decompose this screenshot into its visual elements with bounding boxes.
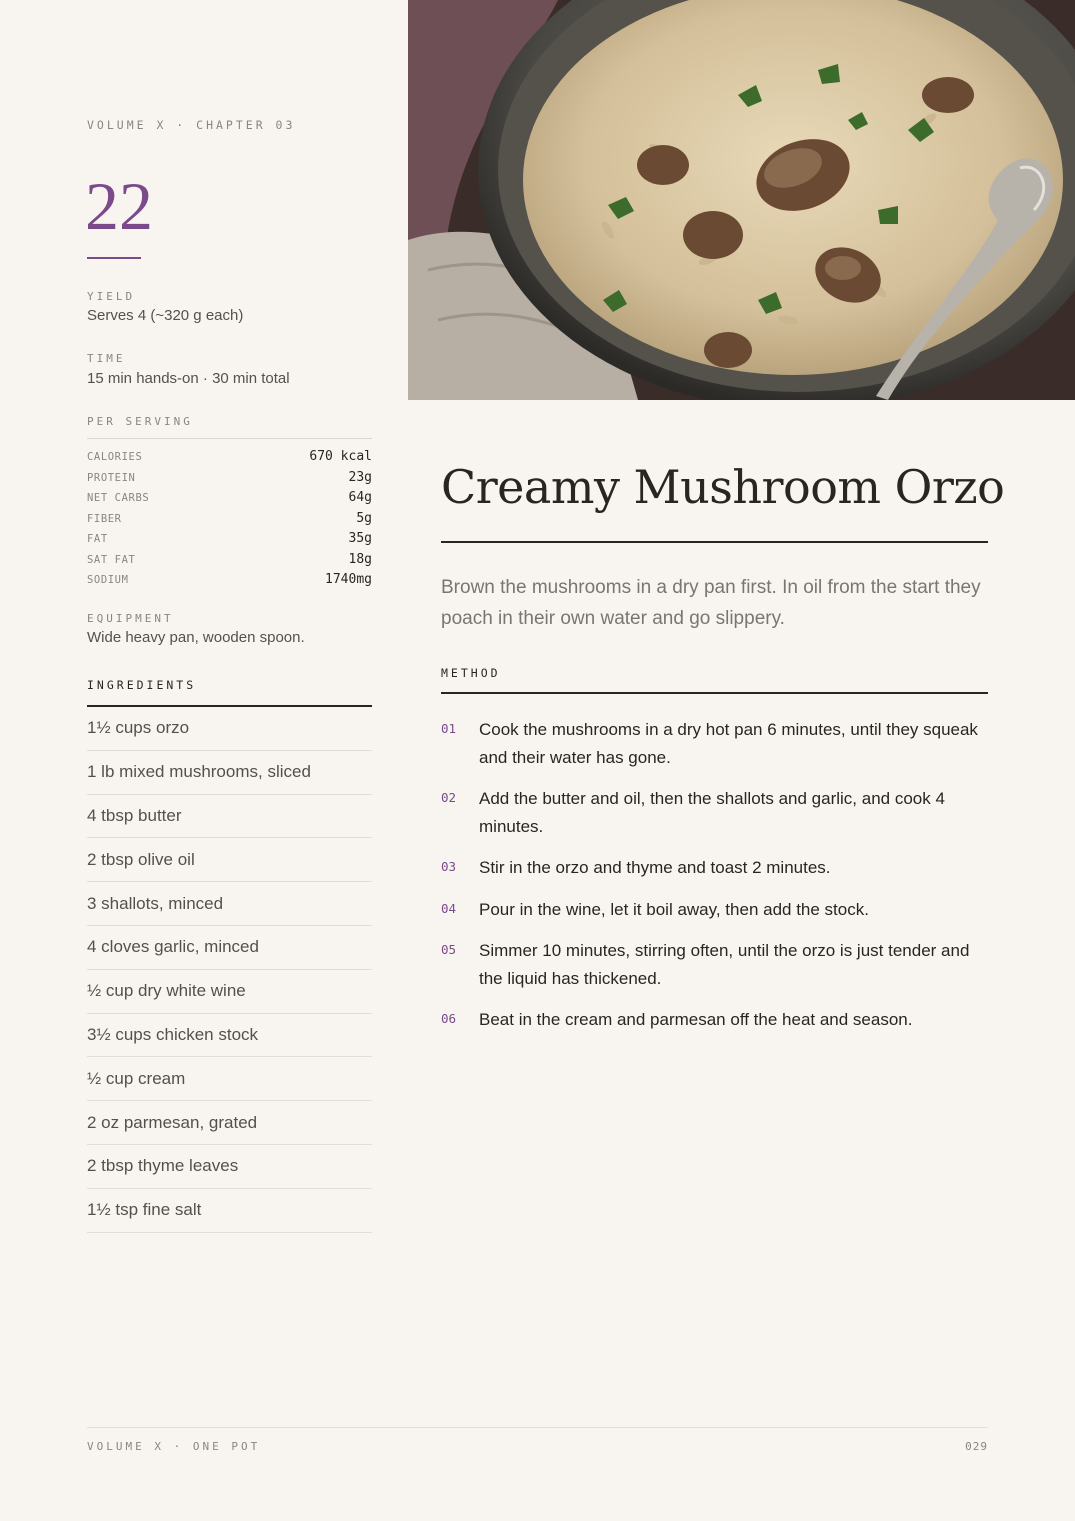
ingredient-item: 4 tbsp butter — [87, 795, 372, 839]
equipment-label: EQUIPMENT — [87, 612, 174, 625]
dish-photo-illustration — [408, 0, 1075, 400]
nutrition-value: 18g — [348, 551, 372, 567]
ingredient-item: 3½ cups chicken stock — [87, 1014, 372, 1058]
nutrition-row — [87, 552, 372, 573]
nutrition-label: NET CARBS — [87, 492, 150, 504]
ingredient-item: 3 shallots, minced — [87, 882, 372, 926]
nutrition-value: 35g — [348, 531, 372, 546]
nutrition-rule — [87, 438, 372, 439]
page-number: 029 — [965, 1440, 988, 1453]
step-number: 03 — [441, 859, 457, 874]
recipe-title: Creamy Mushroom Orzo — [441, 460, 1005, 514]
method-step — [441, 1006, 988, 1034]
nutrition-row — [87, 470, 372, 491]
footer-volume: VOLUME X · ONE POT — [87, 1440, 261, 1453]
ingredient-item: 2 tbsp thyme leaves — [87, 1145, 372, 1189]
method-rule — [441, 692, 988, 694]
ingredient-item: 2 tbsp olive oil — [87, 838, 372, 882]
ingredient-item: 4 cloves garlic, minced — [87, 926, 372, 970]
ingredient-item: 2 oz parmesan, grated — [87, 1101, 372, 1145]
nutrition-value: 64g — [348, 490, 372, 505]
recipe-number: 22 — [85, 168, 153, 244]
step-text: Simmer 10 minutes, stirring often, until the orzo is just tender and the liquid has thickened. — [479, 941, 970, 988]
nutrition-value: 5g — [356, 510, 372, 526]
nutrition-label: SAT FAT — [87, 553, 136, 566]
ingredient-item: ½ cup cream — [87, 1057, 372, 1101]
ingredient-item: 1 lb mixed mushrooms, sliced — [87, 751, 372, 795]
chapter-kicker: VOLUME X · CHAPTER 03 — [87, 118, 296, 132]
nutrition-label: FAT — [87, 533, 108, 545]
recipe-intro: Brown the mushrooms in a dry pan first. In oil from the start they poach in their own water and go slippery. — [441, 577, 981, 629]
equipment-value: Wide heavy pan, wooden spoon. — [87, 629, 305, 646]
nutrition-row — [87, 511, 372, 532]
step-text: Cook the mushrooms in a dry hot pan 6 minutes, until they squeak and their water has gone. — [479, 720, 978, 767]
method-step — [441, 785, 988, 840]
ingredient-item: 1½ tsp fine salt — [87, 1189, 372, 1233]
step-text: Beat in the cream and parmesan off the heat and season. — [479, 1010, 913, 1029]
yield-label: YIELD — [87, 290, 136, 303]
nutrition-value: 670 kcal — [309, 449, 372, 464]
nutrition-value: 1740mg — [325, 572, 372, 587]
time-value: 15 min hands-on · 30 min total — [87, 370, 290, 387]
method-step — [441, 716, 988, 771]
ingredient-item: 1½ cups orzo — [87, 707, 372, 751]
nutrition-label: PROTEIN — [87, 471, 136, 484]
mushroom-orzo-photo — [408, 0, 1075, 400]
nutrition-row — [87, 572, 372, 593]
method-step — [441, 854, 988, 882]
nutrition-row — [87, 490, 372, 511]
step-number: 04 — [441, 900, 457, 916]
method-step — [441, 937, 988, 992]
time-label: TIME — [87, 352, 126, 365]
nutrition-row — [87, 531, 372, 552]
title-rule — [441, 541, 988, 543]
method-steps — [441, 716, 988, 1048]
footer-rule — [87, 1427, 988, 1428]
nutrition-value: 23g — [348, 469, 372, 485]
method-heading: METHOD — [441, 666, 501, 680]
step-text: Pour in the wine, let it boil away, then add the stock. — [479, 899, 869, 919]
ingredients-list — [87, 707, 372, 1233]
step-number: 02 — [441, 790, 457, 805]
recipe-number-rule — [87, 257, 141, 259]
step-number: 05 — [441, 942, 457, 957]
nutrition-label: CALORIES — [87, 451, 143, 463]
step-text: Stir in the orzo and thyme and toast 2 minutes. — [479, 858, 831, 877]
per-serving-label: PER SERVING — [87, 415, 193, 428]
nutrition-label: FIBER — [87, 512, 122, 525]
step-number: 01 — [441, 721, 457, 736]
nutrition-row — [87, 449, 372, 470]
ingredient-item: ½ cup dry white wine — [87, 970, 372, 1014]
yield-value: Serves 4 (~320 g each) — [87, 307, 244, 324]
ingredients-heading: INGREDIENTS — [87, 678, 197, 692]
nutrition-label: SODIUM — [87, 574, 129, 586]
nutrition-table — [87, 449, 372, 593]
step-number: 06 — [441, 1011, 457, 1026]
step-text: Add the butter and oil, then the shallots and garlic, and cook 4 minutes. — [479, 789, 945, 836]
method-step — [441, 896, 988, 924]
